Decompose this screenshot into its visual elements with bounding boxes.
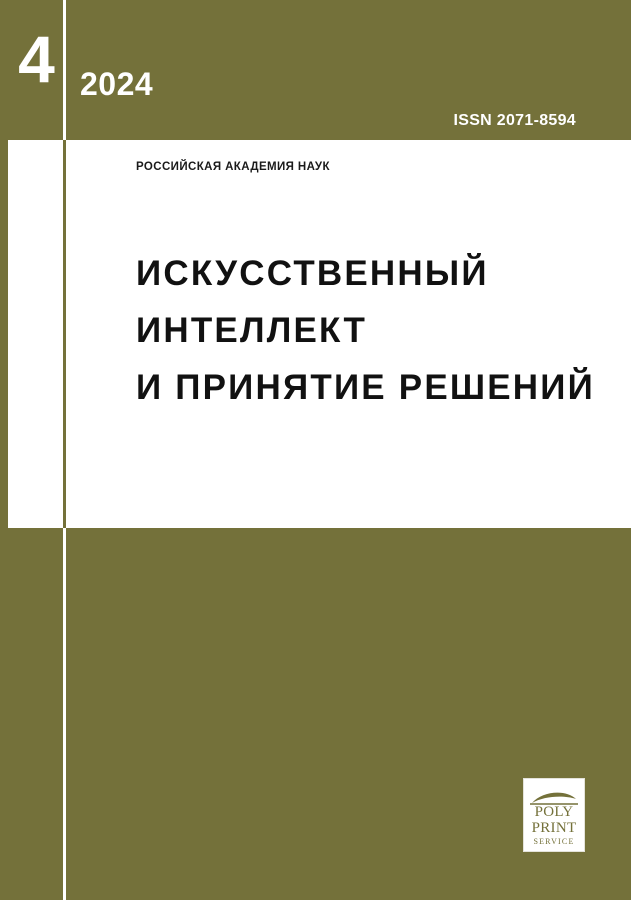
publisher-academy: РОССИЙСКАЯ АКАДЕМИЯ НАУК <box>136 161 330 173</box>
logo-text-poly: POLY <box>534 804 574 820</box>
issue-year: 2024 <box>80 66 154 102</box>
page-title <box>136 245 606 416</box>
publisher-logo <box>523 778 585 852</box>
logo-text-print: PRINT <box>531 820 577 836</box>
title-line-2: ИНТЕЛЛЕКТ <box>136 311 368 350</box>
issue-number: 4 <box>18 22 54 96</box>
vertical-rule-top-gap <box>63 0 66 140</box>
vertical-rule <box>63 140 66 528</box>
title-line-1: ИСКУССТВЕННЫЙ <box>136 254 489 293</box>
issn-code: ISSN 2071-8594 <box>453 112 576 129</box>
logo-text-service: SERVICE <box>533 837 575 846</box>
vertical-rule-bottom-gap <box>63 528 66 900</box>
left-edge-strip <box>0 140 8 528</box>
title-line-3: И ПРИНЯТИЕ РЕШЕНИЙ <box>136 368 595 407</box>
